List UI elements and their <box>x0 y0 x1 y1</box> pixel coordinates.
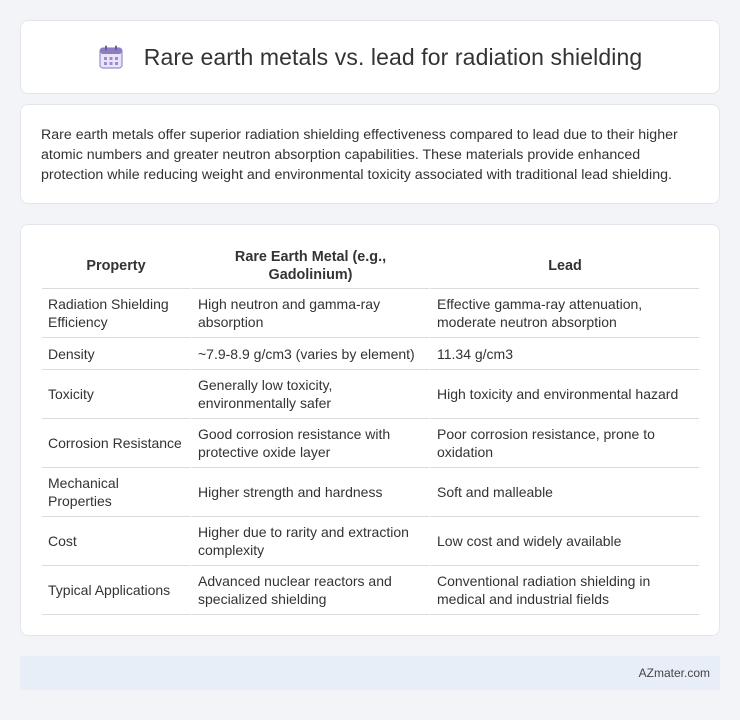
table-row <box>42 370 699 419</box>
table-header-row <box>42 244 699 289</box>
comparison-table-card <box>20 224 720 636</box>
table-row <box>42 289 699 338</box>
row-lead-value: High toxicity and environmental hazard <box>429 370 699 419</box>
table-row <box>42 468 699 517</box>
row-lead-value: 11.34 g/cm3 <box>429 338 699 370</box>
column-header-property: Property <box>42 244 190 289</box>
page-title: Rare earth metals vs. lead for radiation shielding <box>143 43 643 70</box>
title-card <box>20 20 720 94</box>
row-rare-earth-value: High neutron and gamma-ray absorption <box>190 289 429 338</box>
calendar-icon <box>98 44 124 70</box>
row-property: Mechanical Properties <box>42 468 190 517</box>
row-rare-earth-value: Good corrosion resistance with protective oxide layer <box>190 419 429 468</box>
row-rare-earth-value: Advanced nuclear reactors and specialized shielding <box>190 566 429 615</box>
row-property: Corrosion Resistance <box>42 419 190 468</box>
table-row <box>42 419 699 468</box>
row-property: Typical Applications <box>42 566 190 615</box>
column-header-lead: Lead <box>429 244 699 289</box>
table-row <box>42 338 699 370</box>
row-lead-value: Low cost and widely available <box>429 517 699 566</box>
row-property: Density <box>42 338 190 370</box>
row-lead-value: Conventional radiation shielding in medical and industrial fields <box>429 566 699 615</box>
table-row <box>42 566 699 615</box>
row-rare-earth-value: ~7.9-8.9 g/cm3 (varies by element) <box>190 338 429 370</box>
intro-card <box>20 104 720 204</box>
table-row <box>42 517 699 566</box>
row-property: Toxicity <box>42 370 190 419</box>
comparison-table <box>42 244 699 615</box>
row-lead-value: Effective gamma-ray attenuation, moderate neutron absorption <box>429 289 699 338</box>
row-property: Cost <box>42 517 190 566</box>
row-lead-value: Poor corrosion resistance, prone to oxidation <box>429 419 699 468</box>
intro-paragraph: Rare earth metals offer superior radiation shielding effectiveness compared to lead due to their higher atomic numbers and greater neutron absorption capabilities. These materials provide enhanced protection while reducing weight and environmental toxicity associated with traditional lead shielding. <box>41 127 678 183</box>
row-lead-value: Soft and malleable <box>429 468 699 517</box>
column-header-rare-earth: Rare Earth Metal (e.g., Gadolinium) <box>190 244 429 289</box>
footer-brand: AZmater.com <box>638 666 710 680</box>
row-rare-earth-value: Higher due to rarity and extraction complexity <box>190 517 429 566</box>
row-rare-earth-value: Higher strength and hardness <box>190 468 429 517</box>
footer <box>20 656 720 690</box>
row-property: Radiation Shielding Efficiency <box>42 289 190 338</box>
row-rare-earth-value: Generally low toxicity, environmentally safer <box>190 370 429 419</box>
